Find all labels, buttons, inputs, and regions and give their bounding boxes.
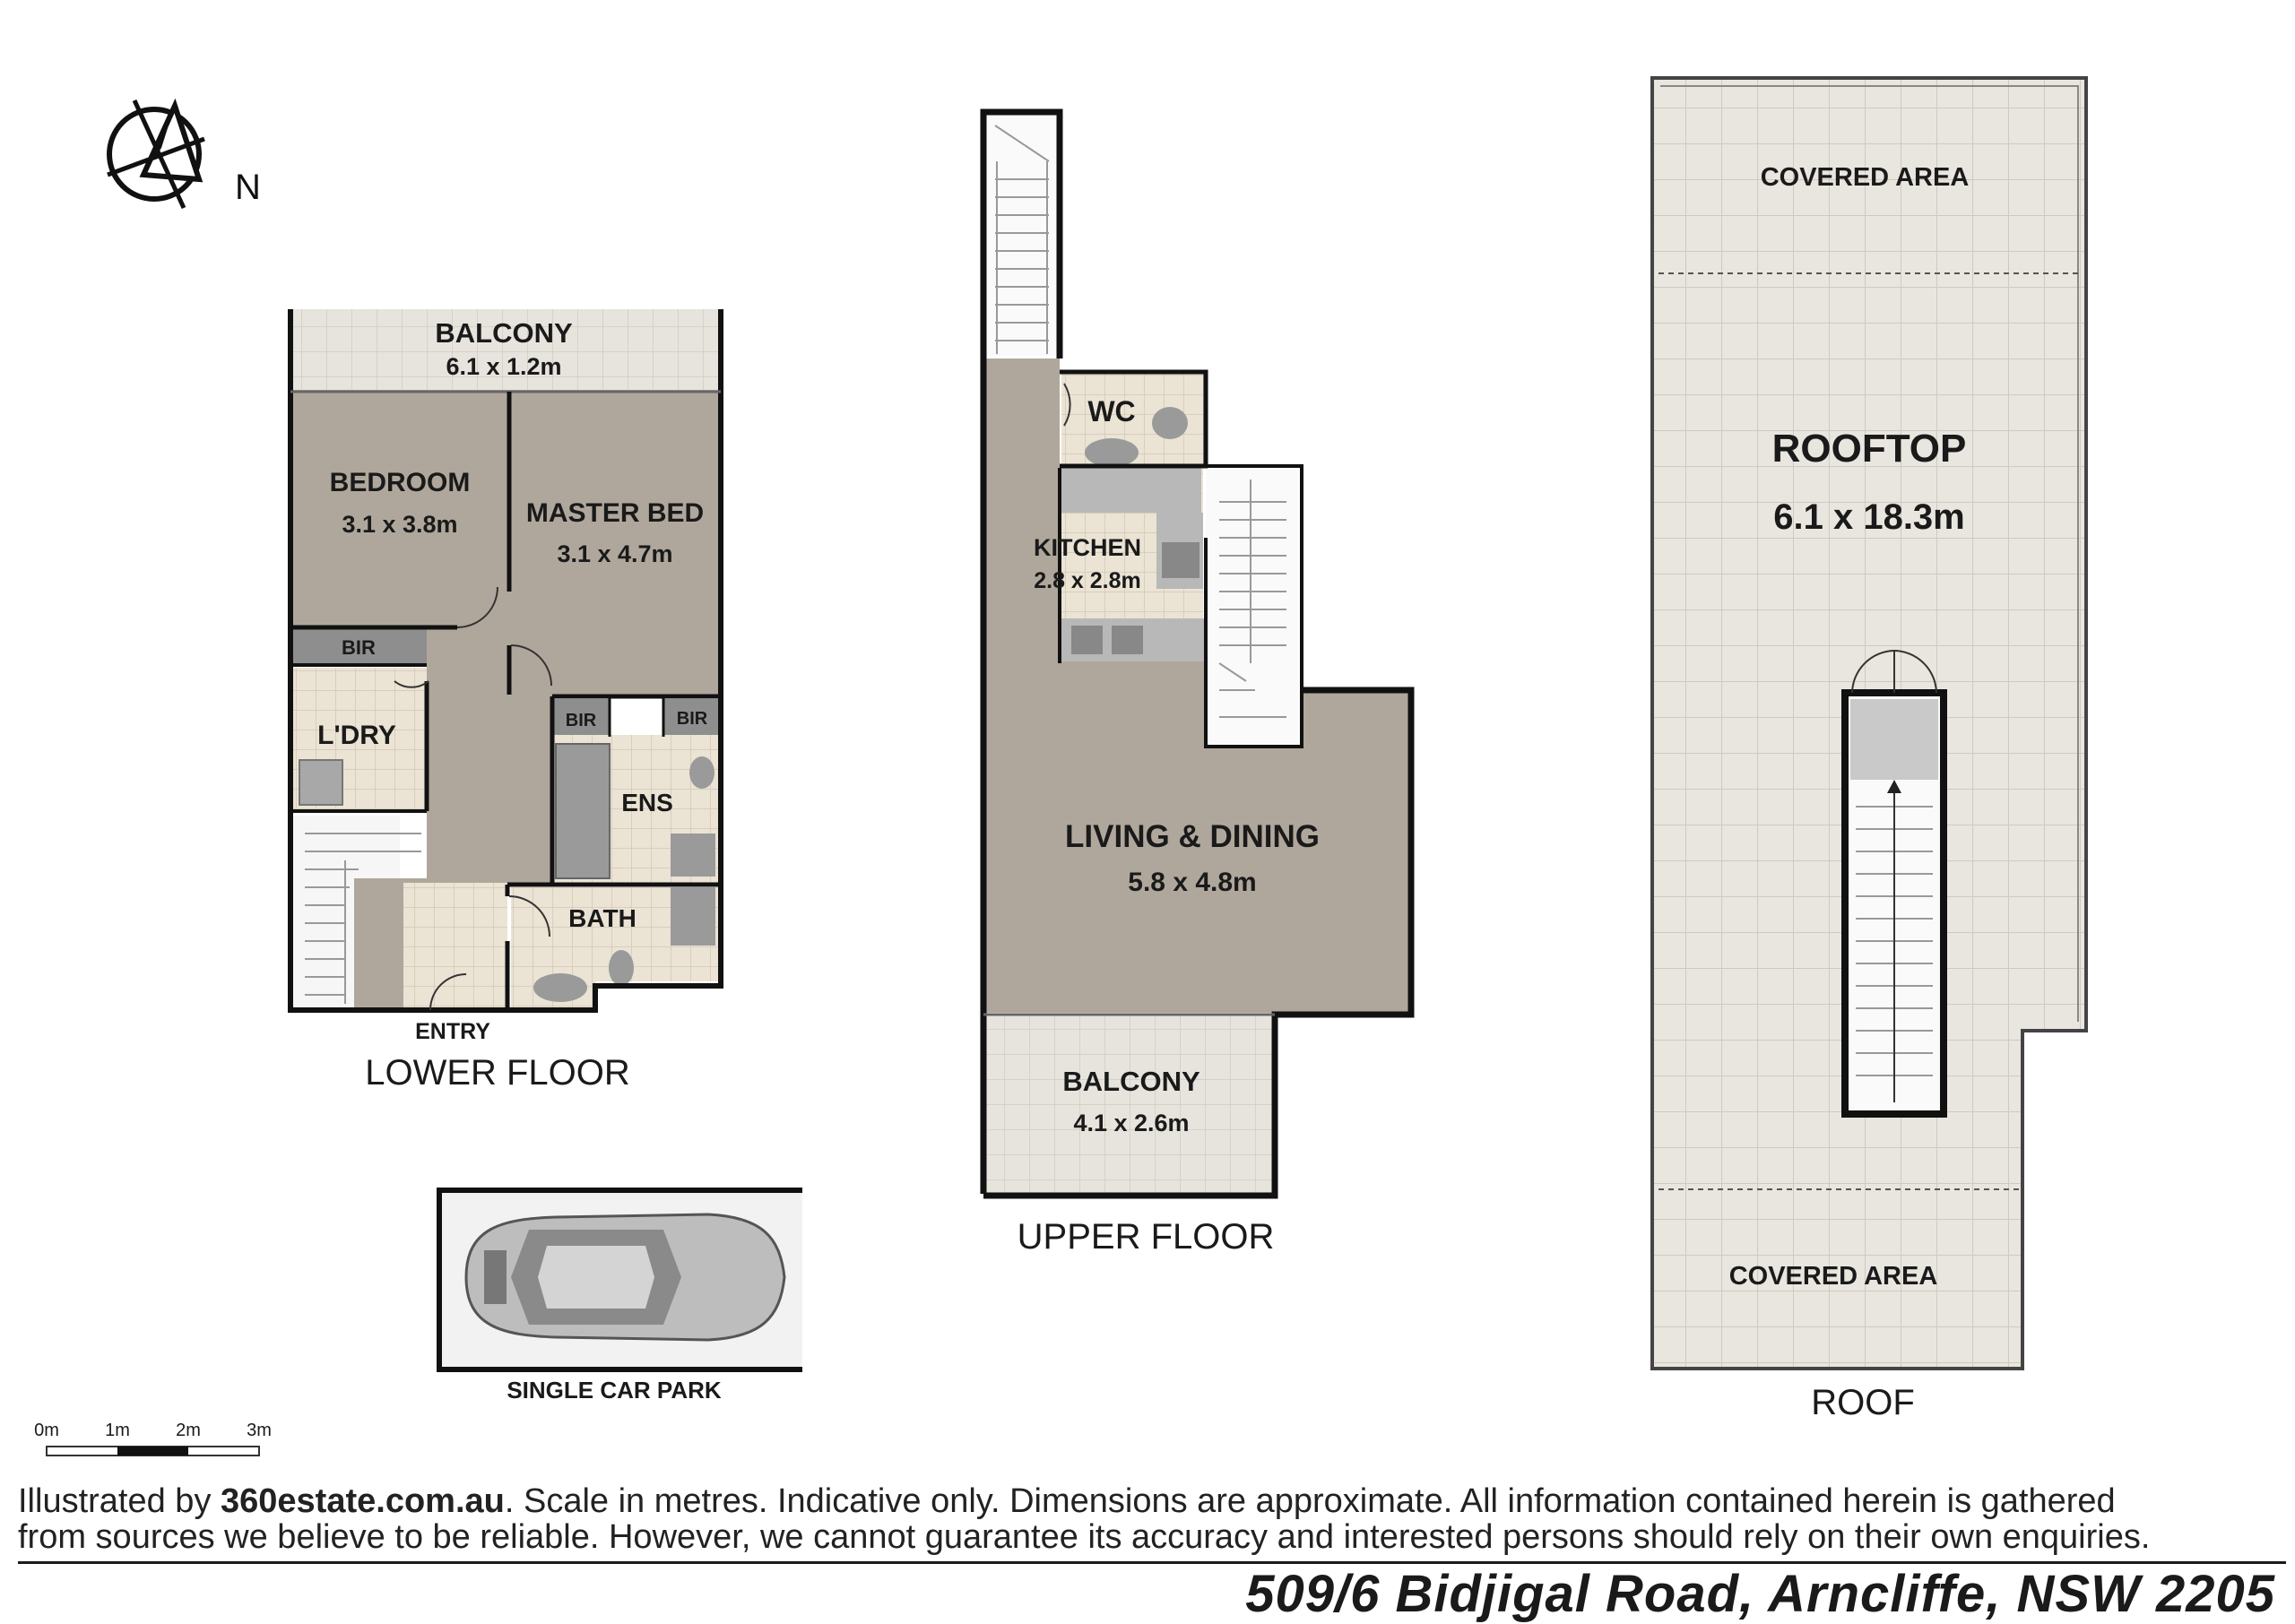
- lower-floor-caption: LOWER FLOOR: [365, 1053, 630, 1093]
- living-size: 5.8 x 4.8m: [1128, 868, 1257, 897]
- bir-3-label: BIR: [676, 709, 708, 729]
- upper-inner-stairs: [1206, 469, 1298, 747]
- lower-hallway-area: [427, 627, 507, 878]
- lower-balcony-name: BALCONY: [435, 317, 573, 349]
- upper-stair-shaft: [983, 114, 1060, 356]
- property-address: 509/6 Bidjigal Road, Arncliffe, NSW 2205: [1245, 1565, 2275, 1623]
- upper-balcony-name: BALCONY: [1062, 1066, 1200, 1097]
- upper-balcony-size: 4.1 x 2.6m: [1073, 1110, 1190, 1136]
- rooftop-size: 6.1 x 18.3m: [1773, 497, 1965, 537]
- car-park-label: SINGLE CAR PARK: [507, 1377, 722, 1404]
- laundry-label: L'DRY: [317, 721, 396, 750]
- compass: [108, 100, 261, 208]
- bedroom-size: 3.1 x 3.8m: [342, 511, 458, 538]
- upper-floor-plan: [983, 112, 1411, 1257]
- disclaimer-line-2: from sources we believe to be reliable. However, we cannot guarantee its accuracy and interested persons should rely on their own enquiries.: [18, 1518, 2151, 1556]
- roof-caption: ROOF: [1811, 1383, 1915, 1422]
- roof-plan: [1652, 78, 2086, 1422]
- disclaimer-text-1: . Scale in metres. Indicative only. Dimensions are approximate. All information contained herein is gathered: [504, 1482, 2116, 1520]
- roof-covered-bottom: COVERED AREA: [1728, 1262, 1938, 1291]
- bir-2-label: BIR: [565, 711, 597, 730]
- car-park: [439, 1190, 802, 1404]
- entry-label: ENTRY: [415, 1019, 490, 1044]
- master-bed-size: 3.1 x 4.7m: [557, 540, 673, 567]
- roof-covered-top: COVERED AREA: [1760, 163, 1970, 192]
- master-bed-name: MASTER BED: [525, 498, 705, 528]
- bath-label: BATH: [568, 904, 637, 932]
- bir-1-label: BIR: [342, 636, 376, 659]
- illustrator-name: 360estate.com.au: [221, 1482, 505, 1520]
- disclaimer: [18, 1483, 2286, 1555]
- scale-tick-1: 1m: [105, 1421, 130, 1440]
- wc-label: WC: [1087, 395, 1136, 428]
- scale-tick-0: 0m: [34, 1421, 59, 1440]
- north-label: N: [235, 168, 261, 207]
- scale-tick-2: 2m: [176, 1421, 201, 1440]
- lower-floor-plan: [290, 309, 721, 1093]
- upper-balcony-area: [983, 1015, 1275, 1194]
- rooftop-name: ROOFTOP: [1771, 427, 1967, 471]
- kitchen-size: 2.8 x 2.8m: [1034, 568, 1141, 593]
- ensuite-label: ENS: [621, 789, 673, 816]
- bedroom-name: BEDROOM: [329, 468, 471, 497]
- living-name: LIVING & DINING: [1065, 819, 1320, 854]
- disclaimer-line-1: [18, 1483, 2286, 1519]
- illustrated-by-label: Illustrated by: [18, 1482, 212, 1520]
- lower-balcony-size: 6.1 x 1.2m: [446, 353, 562, 380]
- bedroom-area: [292, 390, 507, 627]
- scale-tick-3: 3m: [247, 1421, 272, 1440]
- scale-bar: [34, 1421, 272, 1456]
- kitchen-name: KITCHEN: [1034, 534, 1141, 561]
- upper-floor-caption: UPPER FLOOR: [1017, 1217, 1275, 1257]
- car-icon: [466, 1214, 784, 1340]
